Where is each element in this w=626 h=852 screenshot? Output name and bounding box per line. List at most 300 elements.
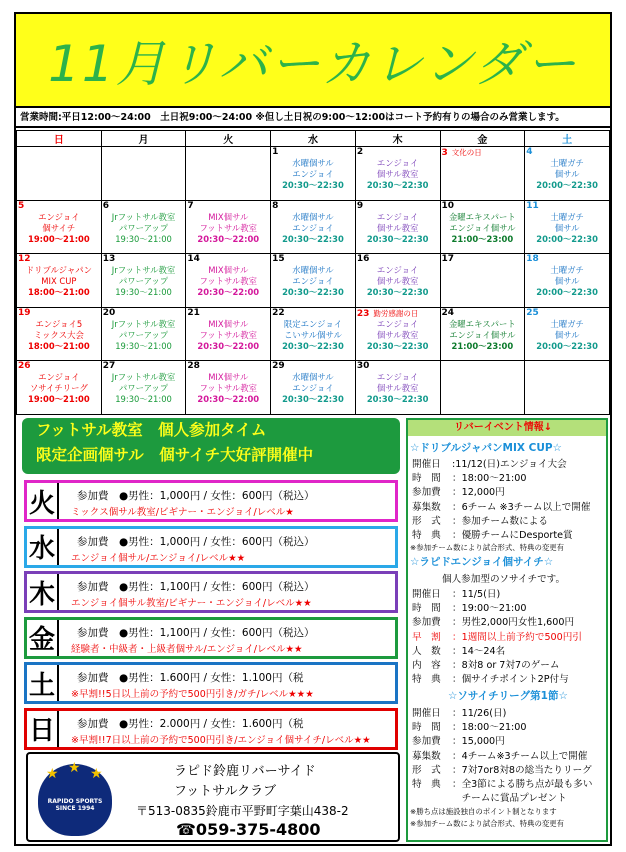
- pricing-fee: 参加費 ●男性：1.600円 / 女性：1.100円（税: [77, 672, 304, 684]
- day-number-text: 28: [187, 361, 200, 372]
- event-line: ソサイチリーグ: [29, 383, 88, 394]
- event-detail-value: ：7対7or8対8の総当たりリーグ: [452, 764, 592, 776]
- calendar-day: [271, 147, 356, 201]
- calendar-day: [17, 307, 102, 361]
- event-detail-value: ：男性2,000円女性1,600円: [452, 617, 575, 629]
- pricing-detail: エンジョイ個サル教室/ビギナー・エンジョイ/レベル★★: [71, 598, 312, 609]
- event-detail-key: 時 間: [412, 603, 441, 615]
- calendar-day: [271, 307, 356, 361]
- event-title: ☆ラピドエンジョイ個サイチ☆: [410, 556, 554, 568]
- day-number: [357, 201, 439, 212]
- day-number: [357, 147, 439, 158]
- event-detail: [412, 456, 567, 470]
- calendar-day: [186, 361, 271, 415]
- event-line: 20:30～22:00: [197, 233, 260, 244]
- pricing-day: 土: [27, 665, 59, 701]
- event-detail: [412, 790, 567, 804]
- day-number: [526, 254, 608, 265]
- event-line: 個サル教室: [376, 329, 419, 340]
- pricing-fee: 参加費 ●男性：1,000円 / 女性：600円（税込）: [77, 490, 315, 502]
- weekday-header: 月: [101, 131, 186, 147]
- pricing-detail: 経験者・中級者・上級者個サル/エンジョイ/レベル★★: [71, 643, 303, 655]
- calendar-day: [186, 200, 271, 254]
- calendar-day: [355, 147, 440, 201]
- event-line: 20:30～22:30: [282, 287, 344, 298]
- day-number-text: 27: [102, 361, 116, 372]
- event-line: 20:30～22:30: [366, 340, 429, 351]
- day-number: [18, 147, 100, 158]
- day-number-text: 4: [526, 147, 533, 157]
- event-detail: [412, 762, 592, 776]
- event-line: 水曜個サル: [292, 158, 334, 168]
- day-number: [442, 147, 524, 158]
- event-line: エンジョイ: [292, 276, 334, 287]
- event-panel: [406, 418, 608, 842]
- event-detail: [412, 600, 526, 614]
- event-line: 金曜エキスパート: [448, 211, 516, 222]
- event-detail-key: 開催日: [412, 459, 441, 470]
- event-line: MIX個サル: [208, 211, 249, 222]
- event-detail-value: ：参加チーム数による: [452, 515, 548, 527]
- day-number: [442, 361, 524, 372]
- event-detail-value: ：19:00～21:00: [452, 603, 527, 615]
- day-number: [357, 361, 439, 372]
- event-detail-key: 募集数: [412, 501, 441, 513]
- event-line: Jrフットサル教室: [111, 211, 176, 222]
- event-detail-key: 形 式: [412, 764, 441, 776]
- event-detail: [412, 719, 526, 733]
- event-detail-value: ：15,000円: [452, 736, 505, 748]
- event-detail-value: :11/12(日)エンジョイ大会: [452, 459, 567, 470]
- event-detail-value: ：11/26(日): [452, 708, 507, 719]
- day-number: [187, 201, 269, 212]
- day-number-text: 30: [356, 361, 370, 372]
- event-line: 個サイチ: [42, 222, 76, 233]
- event-line: MIX CUP: [41, 276, 77, 287]
- event-line: Jrフットサル教室: [111, 265, 176, 276]
- day-number: [103, 308, 185, 319]
- event-detail-value: ：12,000円: [452, 487, 505, 499]
- day-number-text: 2: [356, 147, 364, 157]
- event-line: エンジョイ5: [35, 318, 83, 329]
- event-line: 19:00～21:00: [28, 233, 90, 244]
- calendar-day: [101, 254, 186, 308]
- event-line: 個サル教室: [376, 276, 419, 287]
- event-line: 19:30～21:00: [115, 287, 172, 298]
- day-number-text: 7: [187, 200, 194, 211]
- promo-line-1: フットサル教室 個人参加タイム: [36, 421, 267, 439]
- event-line: エンジョイ: [292, 383, 334, 394]
- day-number: [187, 147, 269, 158]
- calendar-day: [440, 147, 525, 201]
- event-line: 19:30～21:00: [115, 340, 172, 351]
- event-line: 20:00～22:30: [536, 180, 598, 190]
- event-line: 金曜エキスパート: [448, 318, 516, 329]
- event-line: MIX個サル: [208, 265, 249, 276]
- event-line: 20:30～22:00: [197, 287, 260, 298]
- day-number: [442, 254, 524, 265]
- event-line: 20:00～22:30: [536, 287, 598, 298]
- day-number-text: 24: [441, 307, 455, 318]
- event-line: 20:30～22:30: [366, 287, 429, 298]
- event-line: 20:00～22:30: [536, 233, 598, 244]
- day-number: [18, 254, 100, 265]
- event-detail-key: 参加費: [412, 487, 441, 499]
- day-number: [272, 254, 354, 265]
- event-detail-key: 時 間: [412, 473, 441, 485]
- event-title: ☆ソサイチリーグ第1節☆: [448, 690, 568, 702]
- event-line: 個サル教室: [376, 169, 419, 179]
- event-line: Jrフットサル教室: [111, 318, 176, 329]
- event-line: 個サル教室: [376, 222, 419, 233]
- calendar-day: [17, 147, 102, 201]
- event-line: ドリブルジャパン: [25, 265, 92, 276]
- event-line: 個サル: [554, 222, 580, 233]
- event-line: 19:30～21:00: [115, 394, 172, 405]
- event-panel-header: リバーイベント情報↓: [408, 420, 606, 436]
- calendar-day: [440, 254, 525, 308]
- day-number-text: 22: [272, 307, 285, 318]
- event-line: パワーアップ: [118, 222, 169, 233]
- event-detail: [412, 614, 574, 628]
- calendar-day: [355, 254, 440, 308]
- day-number: [526, 147, 608, 158]
- pricing-row: [24, 662, 398, 704]
- event-line: エンジョイ: [292, 169, 334, 179]
- event-detail-key: 人 数: [412, 645, 441, 657]
- calendar-day: [355, 307, 440, 361]
- event-line: エンジョイ: [38, 211, 80, 222]
- calendar-week: [17, 147, 610, 201]
- event-detail-key: 開催日: [412, 589, 441, 600]
- calendar-day: [525, 307, 610, 361]
- calendar-day: [17, 361, 102, 415]
- day-number: [272, 201, 354, 212]
- day-number-text: 11: [526, 200, 539, 211]
- event-note: ※勝ち点は施設独自のポイント制となります: [410, 807, 557, 816]
- weekday-header: 金: [440, 131, 525, 147]
- event-line: 20:30～22:30: [282, 394, 344, 405]
- title-banner: [16, 14, 610, 108]
- event-line: 土曜ガチ: [550, 318, 584, 329]
- day-number-text: 25: [526, 307, 539, 318]
- pricing-row: [24, 708, 398, 750]
- calendar-day: [271, 361, 356, 415]
- event-line: エンジョイ個サル: [449, 329, 516, 340]
- event-detail: [412, 499, 590, 513]
- event-line: ミックス大会: [33, 329, 84, 340]
- event-detail-value: ：6チーム ※3チーム以上で開催: [452, 501, 591, 513]
- event-line: 土曜ガチ: [550, 211, 584, 222]
- day-number-text: 6: [102, 200, 109, 211]
- event-detail: [412, 657, 560, 671]
- day-number: [103, 254, 185, 265]
- event-detail-value: ：1週間以上前予約で500円引: [452, 631, 582, 643]
- pricing-day: 日: [27, 711, 59, 747]
- calendar-day: [101, 200, 186, 254]
- event-detail-key: 特 典: [412, 674, 441, 686]
- day-number-text: 18: [526, 254, 539, 265]
- divider: [16, 126, 610, 128]
- emblem-text: RAPIDO SPORTS SINCE 1994: [47, 798, 103, 812]
- day-number-text: 29: [272, 361, 285, 372]
- weekday-header: 日: [17, 131, 102, 147]
- event-line: 20:30～22:00: [197, 394, 260, 405]
- club-emblem-icon: ★ ★ ★ RAPIDO SPORTS SINCE 1994: [38, 764, 112, 836]
- club-address: 〒513-0835鈴鹿市平野町字葉山438-2: [136, 804, 349, 818]
- event-line: 19:00～21:00: [28, 394, 90, 405]
- event-line: 20:30～22:30: [282, 180, 344, 190]
- event-detail-value: ：18:00～21:00: [452, 473, 527, 485]
- day-number: [18, 361, 100, 372]
- day-number: [442, 201, 524, 212]
- day-number: [442, 308, 524, 319]
- club-subname: フットサルクラブ: [174, 784, 277, 799]
- pricing-row: [24, 480, 398, 522]
- event-line: 18:00～21:00: [28, 340, 90, 351]
- pricing-day: 水: [27, 529, 59, 565]
- event-line: 20:30～22:30: [366, 233, 429, 244]
- event-detail: [412, 484, 505, 498]
- day-number-text: 8: [272, 200, 279, 211]
- event-line: 20:30～22:30: [366, 180, 429, 190]
- event-line: 水曜個サル: [292, 211, 334, 222]
- event-title: ☆ドリブルジャパンMIX CUP☆: [410, 442, 562, 454]
- event-detail: [412, 586, 500, 600]
- day-number-text: 1: [272, 147, 279, 157]
- day-number: [103, 147, 185, 158]
- calendar-day: [101, 307, 186, 361]
- day-number: [357, 308, 439, 319]
- pricing-fee: 参加費 ●男性：1,000円 / 女性：600円（税込）: [77, 535, 315, 548]
- event-line: こいサル個サル: [284, 329, 342, 340]
- day-number: [187, 254, 269, 265]
- club-name: ラピド鈴鹿リバーサイド: [174, 764, 316, 779]
- event-detail-value: ：4チーム※3チーム以上で開催: [452, 750, 588, 762]
- event-line: 土曜ガチ: [550, 265, 584, 276]
- pricing-day: 木: [27, 574, 59, 610]
- event-detail-key: 特 典: [412, 530, 441, 541]
- day-number-text: 3: [441, 148, 448, 158]
- calendar-day: [271, 254, 356, 308]
- event-detail: [412, 513, 548, 527]
- event-detail: [412, 643, 505, 657]
- pricing-day: 金: [27, 620, 59, 656]
- calendar-day: [186, 147, 271, 201]
- event-line: エンジョイ: [292, 222, 334, 233]
- event-detail-key: 形 式: [412, 515, 441, 527]
- event-line: エンジョイ個サル: [449, 222, 516, 233]
- weekday-header: 木: [355, 131, 440, 147]
- day-number: [272, 361, 354, 372]
- event-detail-value: チームに賞品プレゼント: [452, 793, 567, 805]
- calendar-day: [186, 307, 271, 361]
- day-number-text: 21: [187, 307, 200, 318]
- event-detail-value: ：優勝チームにDesporte賞: [452, 530, 573, 541]
- weekday-header: 火: [186, 131, 271, 147]
- event-line: フットサル教室: [199, 329, 258, 340]
- event-detail: [412, 705, 506, 719]
- event-detail: [412, 527, 573, 541]
- calendar-day: [355, 361, 440, 415]
- day-number-text: 23: [356, 308, 370, 319]
- event-detail: [412, 748, 587, 762]
- day-number-text: 19: [18, 307, 31, 318]
- pricing-fee: 参加費 ●男性：1,100円 / 女性：600円（税込）: [77, 581, 315, 593]
- event-line: エンジョイ: [376, 265, 419, 276]
- calendar-day: [17, 254, 102, 308]
- day-number: [103, 361, 185, 372]
- event-detail-key: 開催日: [412, 708, 441, 719]
- day-number-text: 9: [356, 200, 364, 211]
- event-detail-key: 参加費: [412, 736, 441, 748]
- event-detail-value: ：11/5(日): [452, 589, 501, 600]
- event-line: パワーアップ: [118, 383, 169, 394]
- pricing-row: [24, 526, 398, 568]
- day-number-text: 20: [102, 307, 116, 318]
- event-detail-key: 内 容: [412, 660, 441, 671]
- event-detail: [412, 470, 526, 484]
- day-number-text: 10: [441, 200, 455, 211]
- calendar-table: [16, 130, 610, 415]
- event-detail: [412, 629, 582, 643]
- event-line: フットサル教室: [199, 383, 258, 394]
- event-line: 18:00～21:00: [28, 287, 90, 298]
- event-line: 21:00～23:00: [451, 340, 514, 351]
- day-number: [187, 308, 269, 319]
- event-line: 水曜個サル: [292, 372, 334, 383]
- page-title: 11月リバーカレンダー: [48, 35, 578, 93]
- calendar-day: [440, 200, 525, 254]
- event-line: 19:30～21:00: [115, 233, 172, 244]
- event-line: 水曜個サル: [292, 265, 334, 276]
- calendar-day: [271, 200, 356, 254]
- day-number: [18, 201, 100, 212]
- day-number: [526, 308, 608, 319]
- event-detail-key: 参加費: [412, 617, 441, 629]
- event-subtitle: 個人参加型のソサイチです。: [442, 574, 566, 585]
- event-line: 個サル教室: [376, 383, 419, 394]
- club-info: [26, 752, 400, 842]
- pricing-row: [24, 571, 398, 613]
- calendar-week: [17, 200, 610, 254]
- event-detail: [412, 671, 569, 685]
- pricing-row: [24, 617, 398, 659]
- event-detail-key: 特 典: [412, 779, 441, 790]
- event-line: 20:30～22:30: [366, 394, 429, 405]
- event-line: 個サル: [554, 169, 580, 179]
- business-hours: 営業時間:平日12:00～24:00 土日祝9:00～24:00 ※但し土日祝の9:00～12:00はコート予約有りの場合のみ営業します。: [20, 112, 565, 123]
- holiday-label: 勤労感謝の日: [373, 308, 419, 318]
- calendar-day: [101, 361, 186, 415]
- day-number-text: 16: [356, 254, 370, 265]
- day-number: [272, 308, 354, 319]
- event-detail-value: ：全3節による勝ち点が最も多い: [452, 779, 593, 790]
- day-number: [18, 308, 100, 319]
- event-line: 21:00～23:00: [451, 233, 514, 244]
- promo-banner: [22, 418, 400, 474]
- event-line: 土曜ガチ: [550, 158, 584, 168]
- calendar-day: [101, 147, 186, 201]
- day-number: [526, 361, 608, 372]
- event-detail-value: ：14～24名: [452, 645, 506, 657]
- event-detail: [412, 776, 592, 790]
- club-phone: ☎059-375-4800: [176, 820, 321, 839]
- weekday-header: 水: [271, 131, 356, 147]
- event-note: ※参加チーム数により試合形式、特典の変更有: [410, 819, 565, 828]
- event-line: フットサル教室: [199, 222, 258, 233]
- day-number-text: 13: [102, 254, 116, 265]
- event-line: エンジョイ: [376, 372, 419, 383]
- event-line: パワーアップ: [118, 329, 169, 340]
- calendar-day: [525, 254, 610, 308]
- event-detail-value: ：個サイチポイント2P付与: [452, 674, 569, 686]
- calendar-day: [525, 200, 610, 254]
- day-number: [357, 254, 439, 265]
- event-line: エンジョイ: [376, 211, 419, 222]
- event-line: 20:30～22:30: [282, 340, 344, 351]
- calendar-day: [17, 200, 102, 254]
- weekday-header: 土: [525, 131, 610, 147]
- pricing-fee: 参加費 ●男性：2.000円 / 女性：1.600円（税: [77, 717, 304, 730]
- day-number: [272, 147, 354, 158]
- event-line: パワーアップ: [118, 276, 169, 287]
- pricing-detail: ミックス個サル教室/ビギナー・エンジョイ/レベル★: [71, 507, 294, 518]
- calendar-day: [440, 307, 525, 361]
- event-line: 20:00～22:30: [536, 340, 598, 351]
- event-line: 限定エンジョイ: [283, 318, 343, 329]
- day-number-text: 14: [187, 254, 200, 265]
- event-line: 個サル: [554, 329, 580, 340]
- day-number-text: 15: [272, 254, 285, 265]
- calendar-day: [525, 361, 610, 415]
- calendar-day: [186, 254, 271, 308]
- promo-line-2: 限定企画個サル 個サイチ大好評開催中: [36, 446, 314, 464]
- calendar-week: [17, 254, 610, 308]
- event-line: 20:30～22:30: [282, 233, 344, 244]
- day-number-text: 5: [18, 200, 25, 211]
- event-line: エンジョイ: [38, 372, 80, 383]
- day-number-text: 26: [18, 361, 31, 372]
- pricing-detail: ※早割!!7日以上前の予約で500円引き/エンジョイ個サイチ/レベル★★: [71, 734, 371, 746]
- calendar-week: [17, 361, 610, 415]
- flyer: [14, 12, 612, 846]
- event-note: ※参加チーム数により試合形式、特典の変更有: [410, 543, 565, 552]
- event-line: エンジョイ: [376, 158, 419, 168]
- event-detail-key: 募集数: [412, 750, 441, 762]
- event-line: MIX個サル: [208, 318, 249, 329]
- event-line: エンジョイ: [376, 318, 419, 329]
- day-number: [187, 361, 269, 372]
- event-detail-value: ：18:00～21:00: [452, 722, 527, 734]
- event-detail-key: 早 割: [412, 631, 441, 643]
- day-number: [526, 201, 608, 212]
- event-line: フットサル教室: [199, 276, 258, 287]
- pricing-fee: 参加費 ●男性：1,100円 / 女性：600円（税込）: [77, 626, 315, 639]
- day-number-text: 12: [18, 254, 31, 265]
- calendar-day: [355, 200, 440, 254]
- event-line: 20:30～22:00: [197, 340, 260, 351]
- day-number: [103, 201, 185, 212]
- pricing-day: 火: [27, 483, 59, 519]
- event-line: Jrフットサル教室: [111, 372, 176, 383]
- event-detail-key: 時 間: [412, 722, 441, 734]
- calendar-day: [440, 361, 525, 415]
- pricing-detail: エンジョイ個サル/エンジョイ/レベル★★: [71, 552, 246, 564]
- event-line: MIX個サル: [208, 372, 249, 383]
- calendar-week: [17, 307, 610, 361]
- event-line: 個サル: [554, 276, 580, 287]
